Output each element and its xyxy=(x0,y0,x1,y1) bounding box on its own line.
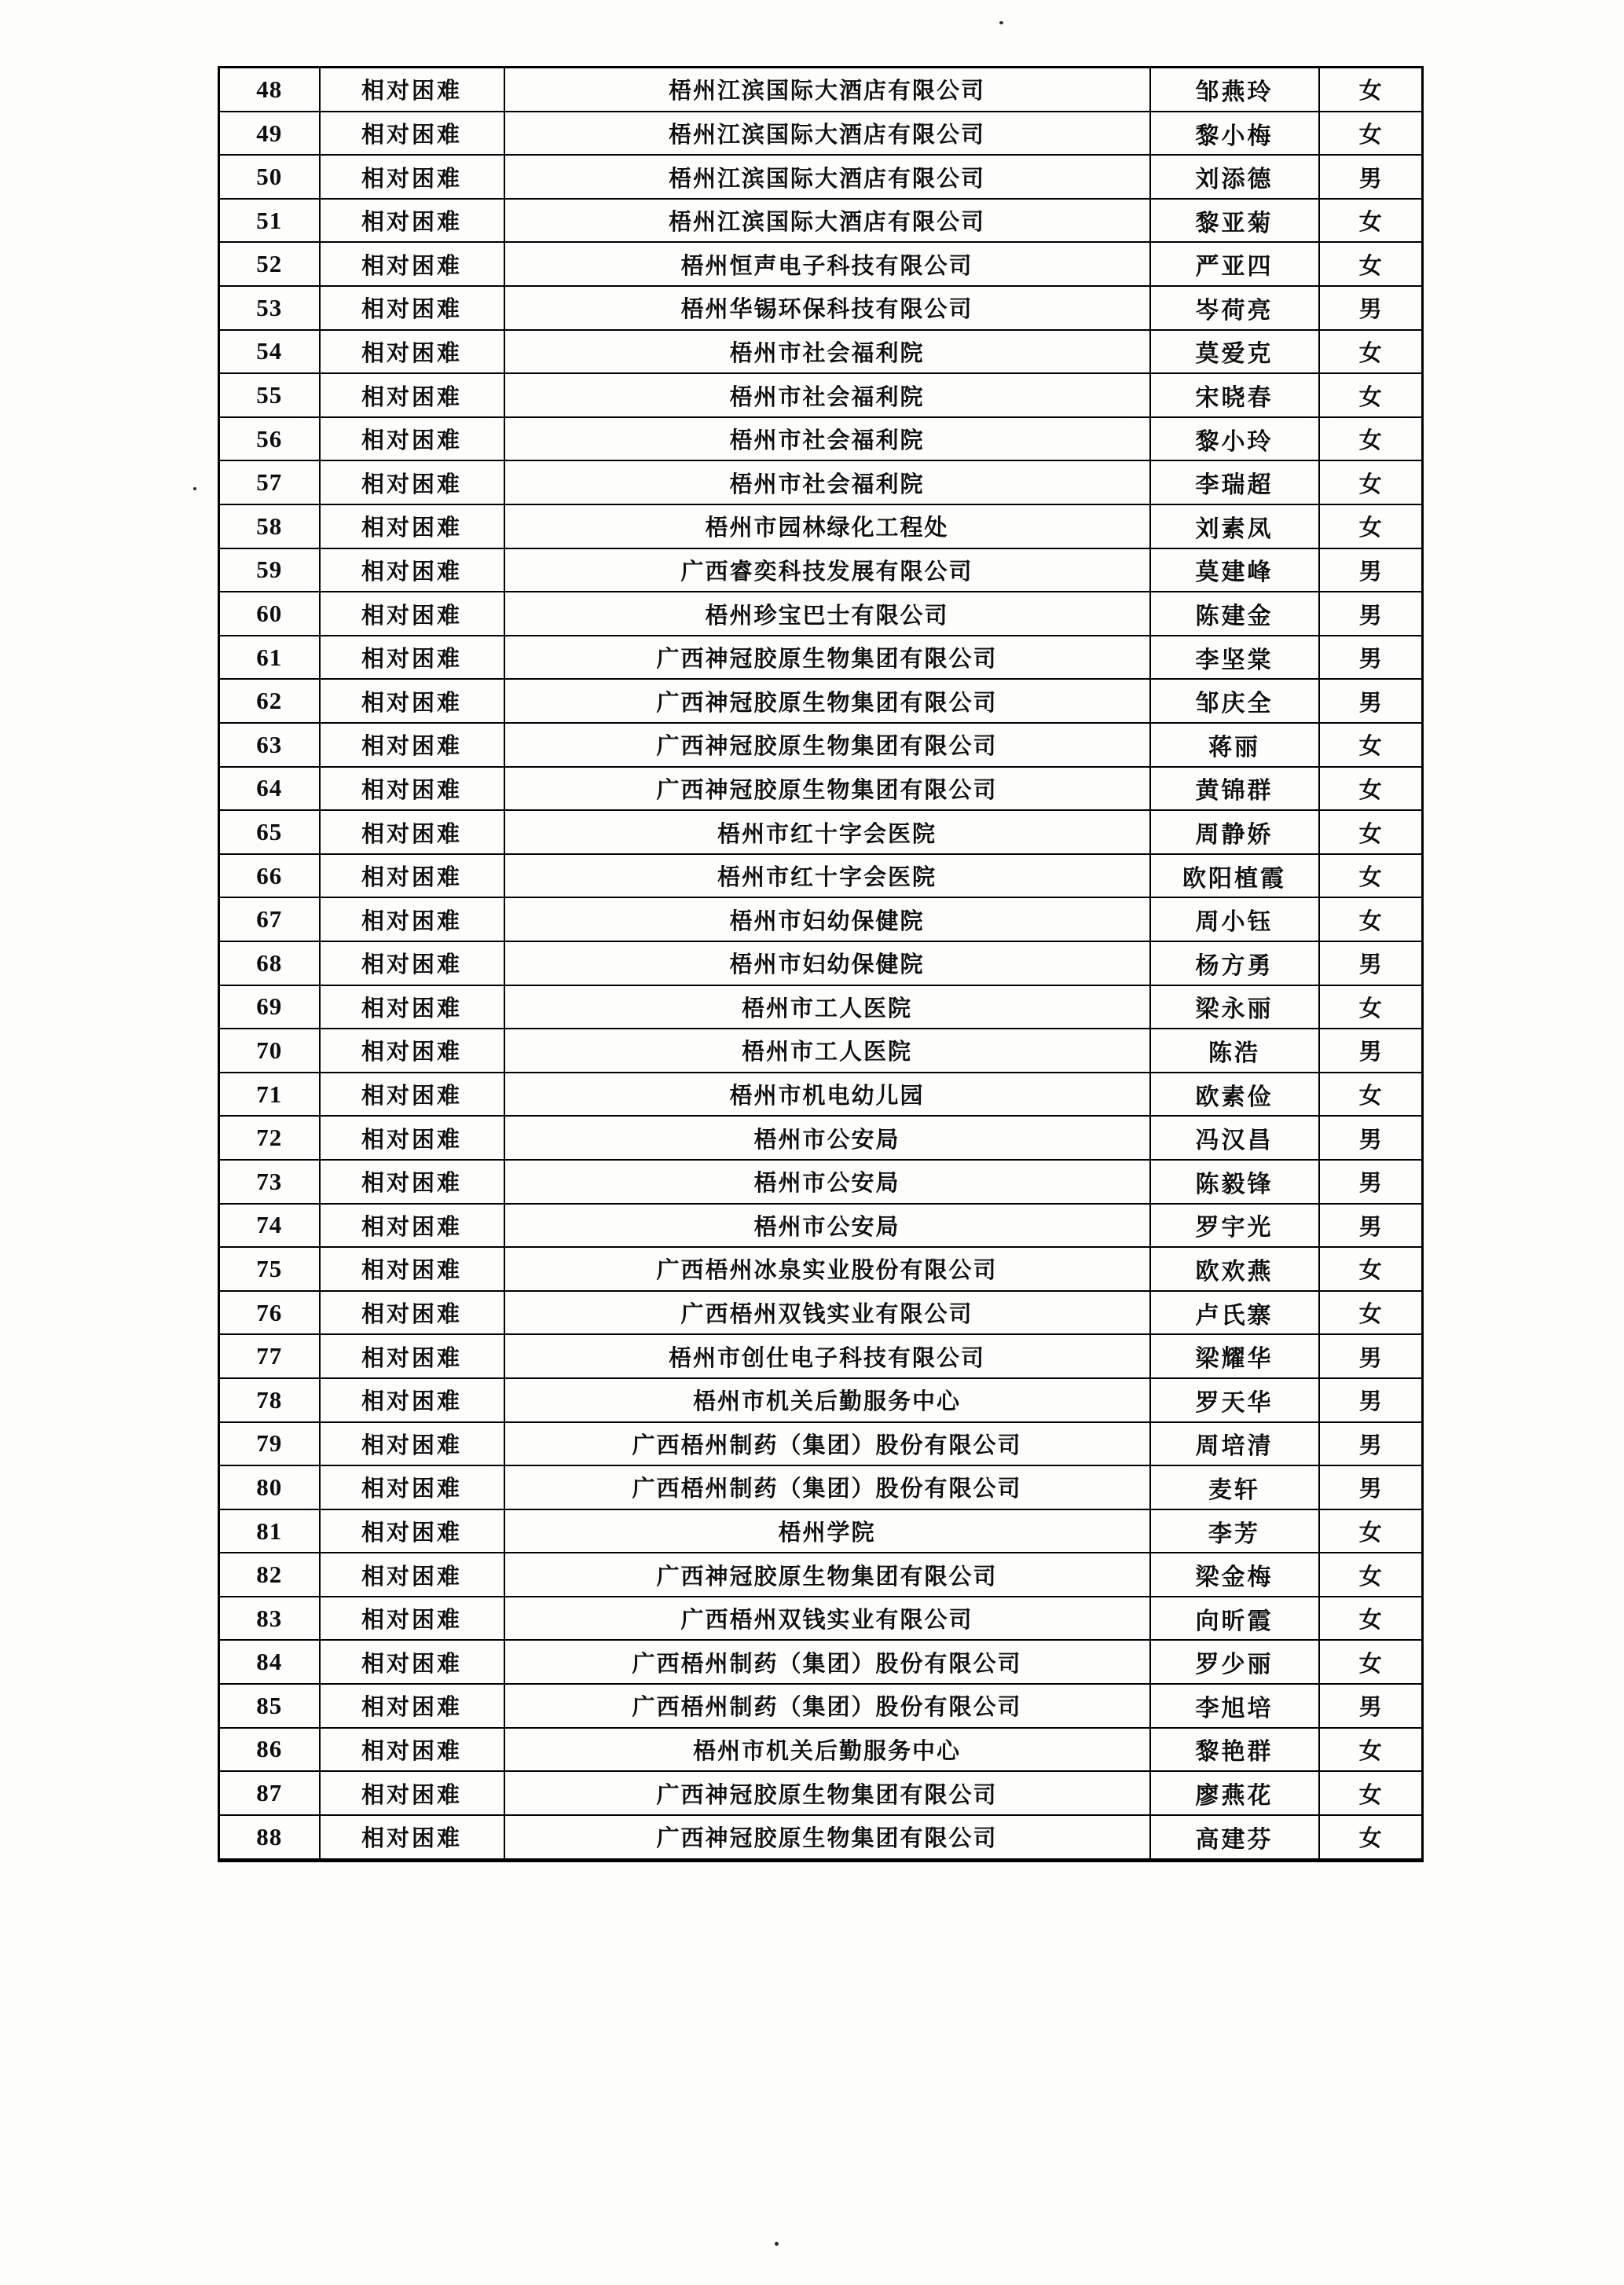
cell-id: 69 xyxy=(219,985,320,1029)
table-body xyxy=(219,68,1423,1861)
cell-status: 相对困难 xyxy=(320,1728,504,1772)
cell-gender: 女 xyxy=(1319,504,1423,548)
cell-company: 梧州市创仕电子科技有限公司 xyxy=(504,1334,1150,1378)
cell-id: 75 xyxy=(219,1247,320,1291)
table-row xyxy=(219,460,1423,504)
cell-company: 梧州市工人医院 xyxy=(504,985,1150,1029)
table-row xyxy=(219,1334,1423,1378)
cell-gender: 女 xyxy=(1319,112,1423,156)
table-row xyxy=(219,679,1423,723)
cell-gender: 女 xyxy=(1319,985,1423,1029)
cell-gender: 男 xyxy=(1319,1465,1423,1509)
table-row xyxy=(219,1728,1423,1772)
cell-gender: 男 xyxy=(1319,286,1423,330)
cell-company: 梧州市妇幼保健院 xyxy=(504,897,1150,941)
cell-status: 相对困难 xyxy=(320,1029,504,1073)
cell-gender: 女 xyxy=(1319,1509,1423,1553)
cell-id: 65 xyxy=(219,810,320,854)
table-row xyxy=(219,1029,1423,1073)
cell-gender: 女 xyxy=(1319,1815,1423,1861)
table-row xyxy=(219,155,1423,199)
cell-gender: 女 xyxy=(1319,1597,1423,1641)
table-row xyxy=(219,985,1423,1029)
cell-status: 相对困难 xyxy=(320,1160,504,1204)
cell-id: 88 xyxy=(219,1815,320,1861)
cell-gender: 男 xyxy=(1319,1378,1423,1422)
cell-gender: 男 xyxy=(1319,1422,1423,1466)
cell-gender: 男 xyxy=(1319,1684,1423,1728)
table-row xyxy=(219,1247,1423,1291)
cell-status: 相对困难 xyxy=(320,1640,504,1684)
cell-name: 李瑞超 xyxy=(1150,460,1319,504)
cell-gender: 女 xyxy=(1319,1771,1423,1815)
cell-id: 74 xyxy=(219,1204,320,1248)
table-row xyxy=(219,1684,1423,1728)
cell-id: 53 xyxy=(219,286,320,330)
cell-id: 58 xyxy=(219,504,320,548)
cell-gender: 女 xyxy=(1319,68,1423,112)
cell-gender: 女 xyxy=(1319,1640,1423,1684)
cell-gender: 男 xyxy=(1319,1116,1423,1160)
cell-id: 87 xyxy=(219,1771,320,1815)
table-row xyxy=(219,810,1423,854)
cell-name: 卢氏寨 xyxy=(1150,1291,1319,1335)
cell-name: 罗宇光 xyxy=(1150,1204,1319,1248)
table-row xyxy=(219,1597,1423,1641)
cell-name: 岑荷亮 xyxy=(1150,286,1319,330)
cell-name: 欧阳植霞 xyxy=(1150,854,1319,898)
cell-status: 相对困难 xyxy=(320,1684,504,1728)
cell-name: 欧素俭 xyxy=(1150,1073,1319,1117)
cell-company: 广西神冠胶原生物集团有限公司 xyxy=(504,679,1150,723)
cell-id: 73 xyxy=(219,1160,320,1204)
cell-name: 宋晓春 xyxy=(1150,373,1319,417)
cell-status: 相对困难 xyxy=(320,897,504,941)
cell-gender: 女 xyxy=(1319,330,1423,374)
cell-id: 50 xyxy=(219,155,320,199)
cell-gender: 女 xyxy=(1319,199,1423,243)
cell-gender: 男 xyxy=(1319,941,1423,985)
cell-id: 62 xyxy=(219,679,320,723)
cell-id: 61 xyxy=(219,636,320,680)
cell-gender: 女 xyxy=(1319,1553,1423,1597)
cell-gender: 女 xyxy=(1319,460,1423,504)
cell-gender: 男 xyxy=(1319,592,1423,636)
cell-gender: 男 xyxy=(1319,1334,1423,1378)
cell-company: 梧州市公安局 xyxy=(504,1204,1150,1248)
table-row xyxy=(219,1291,1423,1335)
cell-company: 梧州市公安局 xyxy=(504,1160,1150,1204)
table-row xyxy=(219,1465,1423,1509)
table-row xyxy=(219,941,1423,985)
cell-status: 相对困难 xyxy=(320,286,504,330)
cell-name: 梁耀华 xyxy=(1150,1334,1319,1378)
table-row xyxy=(219,1116,1423,1160)
cell-company: 梧州市园林绿化工程处 xyxy=(504,504,1150,548)
cell-id: 82 xyxy=(219,1553,320,1597)
cell-id: 57 xyxy=(219,460,320,504)
table-row xyxy=(219,723,1423,767)
cell-gender: 男 xyxy=(1319,548,1423,592)
cell-company: 梧州市红十字会医院 xyxy=(504,810,1150,854)
cell-id: 81 xyxy=(219,1509,320,1553)
cell-gender: 女 xyxy=(1319,723,1423,767)
cell-gender: 女 xyxy=(1319,810,1423,854)
cell-name: 刘素凤 xyxy=(1150,504,1319,548)
cell-company: 梧州市社会福利院 xyxy=(504,417,1150,461)
cell-status: 相对困难 xyxy=(320,1597,504,1641)
cell-id: 67 xyxy=(219,897,320,941)
cell-status: 相对困难 xyxy=(320,1553,504,1597)
cell-name: 莫爱克 xyxy=(1150,330,1319,374)
cell-company: 梧州江滨国际大酒店有限公司 xyxy=(504,68,1150,112)
table-row xyxy=(219,636,1423,680)
cell-name: 邹庆全 xyxy=(1150,679,1319,723)
table-row xyxy=(219,767,1423,811)
cell-company: 广西神冠胶原生物集团有限公司 xyxy=(504,1815,1150,1861)
cell-id: 71 xyxy=(219,1073,320,1117)
cell-name: 李坚棠 xyxy=(1150,636,1319,680)
table-row xyxy=(219,1771,1423,1815)
cell-company: 广西梧州制药（集团）股份有限公司 xyxy=(504,1422,1150,1466)
cell-gender: 女 xyxy=(1319,417,1423,461)
cell-id: 72 xyxy=(219,1116,320,1160)
cell-company: 广西梧州制药（集团）股份有限公司 xyxy=(504,1465,1150,1509)
cell-name: 莫建峰 xyxy=(1150,548,1319,592)
cell-status: 相对困难 xyxy=(320,1334,504,1378)
cell-id: 54 xyxy=(219,330,320,374)
cell-company: 广西神冠胶原生物集团有限公司 xyxy=(504,767,1150,811)
table-row xyxy=(219,1160,1423,1204)
cell-gender: 女 xyxy=(1319,1728,1423,1772)
cell-name: 黄锦群 xyxy=(1150,767,1319,811)
cell-name: 李旭培 xyxy=(1150,1684,1319,1728)
cell-company: 梧州市社会福利院 xyxy=(504,330,1150,374)
cell-gender: 男 xyxy=(1319,155,1423,199)
cell-id: 85 xyxy=(219,1684,320,1728)
cell-status: 相对困难 xyxy=(320,330,504,374)
cell-company: 梧州市机电幼儿园 xyxy=(504,1073,1150,1117)
cell-gender: 男 xyxy=(1319,1029,1423,1073)
cell-gender: 女 xyxy=(1319,854,1423,898)
cell-company: 广西梧州双钱实业有限公司 xyxy=(504,1597,1150,1641)
table-row xyxy=(219,112,1423,156)
cell-status: 相对困难 xyxy=(320,1465,504,1509)
cell-company: 广西梧州双钱实业有限公司 xyxy=(504,1291,1150,1335)
cell-company: 广西梧州制药（集团）股份有限公司 xyxy=(504,1640,1150,1684)
cell-company: 梧州市工人医院 xyxy=(504,1029,1150,1073)
cell-gender: 男 xyxy=(1319,679,1423,723)
cell-gender: 男 xyxy=(1319,636,1423,680)
cell-name: 邹燕玲 xyxy=(1150,68,1319,112)
table-row xyxy=(219,548,1423,592)
cell-name: 周小钰 xyxy=(1150,897,1319,941)
table-row xyxy=(219,1378,1423,1422)
cell-id: 80 xyxy=(219,1465,320,1509)
cell-status: 相对困难 xyxy=(320,636,504,680)
cell-status: 相对困难 xyxy=(320,548,504,592)
cell-status: 相对困难 xyxy=(320,1073,504,1117)
table-row xyxy=(219,286,1423,330)
cell-name: 黎小梅 xyxy=(1150,112,1319,156)
cell-company: 广西神冠胶原生物集团有限公司 xyxy=(504,1553,1150,1597)
cell-gender: 女 xyxy=(1319,767,1423,811)
cell-status: 相对困难 xyxy=(320,1378,504,1422)
cell-company: 广西神冠胶原生物集团有限公司 xyxy=(504,1771,1150,1815)
cell-id: 83 xyxy=(219,1597,320,1641)
cell-name: 黎小玲 xyxy=(1150,417,1319,461)
cell-id: 66 xyxy=(219,854,320,898)
cell-id: 77 xyxy=(219,1334,320,1378)
cell-status: 相对困难 xyxy=(320,679,504,723)
cell-id: 60 xyxy=(219,592,320,636)
cell-status: 相对困难 xyxy=(320,1815,504,1861)
table-row xyxy=(219,854,1423,898)
cell-gender: 女 xyxy=(1319,1247,1423,1291)
cell-company: 梧州恒声电子科技有限公司 xyxy=(504,242,1150,286)
cell-name: 冯汉昌 xyxy=(1150,1116,1319,1160)
cell-id: 56 xyxy=(219,417,320,461)
cell-id: 48 xyxy=(219,68,320,112)
cell-status: 相对困难 xyxy=(320,1116,504,1160)
cell-status: 相对困难 xyxy=(320,810,504,854)
cell-company: 梧州江滨国际大酒店有限公司 xyxy=(504,199,1150,243)
cell-status: 相对困难 xyxy=(320,155,504,199)
cell-status: 相对困难 xyxy=(320,1204,504,1248)
cell-company: 梧州市机关后勤服务中心 xyxy=(504,1378,1150,1422)
cell-name: 刘添德 xyxy=(1150,155,1319,199)
cell-status: 相对困难 xyxy=(320,854,504,898)
cell-id: 84 xyxy=(219,1640,320,1684)
table-row xyxy=(219,68,1423,112)
cell-status: 相对困难 xyxy=(320,460,504,504)
cell-name: 罗天华 xyxy=(1150,1378,1319,1422)
table-row xyxy=(219,1509,1423,1553)
cell-name: 梁金梅 xyxy=(1150,1553,1319,1597)
table-row xyxy=(219,199,1423,243)
table-row xyxy=(219,1073,1423,1117)
cell-gender: 女 xyxy=(1319,897,1423,941)
cell-id: 51 xyxy=(219,199,320,243)
cell-company: 梧州学院 xyxy=(504,1509,1150,1553)
cell-company: 梧州珍宝巴士有限公司 xyxy=(504,592,1150,636)
cell-company: 梧州市公安局 xyxy=(504,1116,1150,1160)
cell-id: 79 xyxy=(219,1422,320,1466)
cell-name: 欧欢燕 xyxy=(1150,1247,1319,1291)
table-row xyxy=(219,592,1423,636)
cell-name: 蒋丽 xyxy=(1150,723,1319,767)
cell-name: 罗少丽 xyxy=(1150,1640,1319,1684)
cell-status: 相对困难 xyxy=(320,242,504,286)
scan-speck xyxy=(193,487,196,490)
cell-name: 陈建金 xyxy=(1150,592,1319,636)
cell-name: 李芳 xyxy=(1150,1509,1319,1553)
cell-status: 相对困难 xyxy=(320,1509,504,1553)
cell-status: 相对困难 xyxy=(320,1247,504,1291)
cell-company: 梧州市妇幼保健院 xyxy=(504,941,1150,985)
table-row xyxy=(219,373,1423,417)
cell-company: 广西睿奕科技发展有限公司 xyxy=(504,548,1150,592)
cell-gender: 女 xyxy=(1319,1073,1423,1117)
cell-status: 相对困难 xyxy=(320,941,504,985)
cell-name: 黎艳群 xyxy=(1150,1728,1319,1772)
cell-gender: 女 xyxy=(1319,1291,1423,1335)
cell-id: 55 xyxy=(219,373,320,417)
cell-company: 广西梧州冰泉实业股份有限公司 xyxy=(504,1247,1150,1291)
cell-id: 59 xyxy=(219,548,320,592)
cell-company: 梧州市社会福利院 xyxy=(504,373,1150,417)
cell-name: 杨方勇 xyxy=(1150,941,1319,985)
cell-id: 68 xyxy=(219,941,320,985)
cell-id: 52 xyxy=(219,242,320,286)
cell-status: 相对困难 xyxy=(320,504,504,548)
cell-name: 麦轩 xyxy=(1150,1465,1319,1509)
cell-company: 梧州市红十字会医院 xyxy=(504,854,1150,898)
cell-company: 广西神冠胶原生物集团有限公司 xyxy=(504,636,1150,680)
table-row xyxy=(219,242,1423,286)
cell-company: 梧州江滨国际大酒店有限公司 xyxy=(504,155,1150,199)
cell-company: 梧州市机关后勤服务中心 xyxy=(504,1728,1150,1772)
cell-name: 周培清 xyxy=(1150,1422,1319,1466)
scan-speck xyxy=(775,2242,779,2246)
cell-company: 梧州市社会福利院 xyxy=(504,460,1150,504)
cell-company: 梧州江滨国际大酒店有限公司 xyxy=(504,112,1150,156)
cell-gender: 男 xyxy=(1319,1204,1423,1248)
scan-speck xyxy=(999,21,1003,24)
cell-name: 高建芬 xyxy=(1150,1815,1319,1861)
cell-name: 严亚四 xyxy=(1150,242,1319,286)
cell-id: 63 xyxy=(219,723,320,767)
table-row xyxy=(219,1553,1423,1597)
cell-name: 黎亚菊 xyxy=(1150,199,1319,243)
table-row xyxy=(219,417,1423,461)
table-row xyxy=(219,897,1423,941)
table-row xyxy=(219,504,1423,548)
cell-status: 相对困难 xyxy=(320,199,504,243)
cell-gender: 女 xyxy=(1319,373,1423,417)
cell-id: 86 xyxy=(219,1728,320,1772)
cell-status: 相对困难 xyxy=(320,767,504,811)
cell-status: 相对困难 xyxy=(320,417,504,461)
cell-company: 广西梧州制药（集团）股份有限公司 xyxy=(504,1684,1150,1728)
cell-name: 向昕霞 xyxy=(1150,1597,1319,1641)
cell-status: 相对困难 xyxy=(320,985,504,1029)
table-row xyxy=(219,1640,1423,1684)
cell-status: 相对困难 xyxy=(320,592,504,636)
cell-id: 76 xyxy=(219,1291,320,1335)
cell-name: 陈浩 xyxy=(1150,1029,1319,1073)
cell-company: 广西神冠胶原生物集团有限公司 xyxy=(504,723,1150,767)
cell-id: 49 xyxy=(219,112,320,156)
cell-status: 相对困难 xyxy=(320,1422,504,1466)
table-row xyxy=(219,330,1423,374)
cell-status: 相对困难 xyxy=(320,1771,504,1815)
table-row xyxy=(219,1204,1423,1248)
cell-id: 64 xyxy=(219,767,320,811)
cell-gender: 女 xyxy=(1319,242,1423,286)
cell-gender: 男 xyxy=(1319,1160,1423,1204)
beneficiary-table xyxy=(218,66,1424,1862)
table-row xyxy=(219,1815,1423,1861)
cell-id: 70 xyxy=(219,1029,320,1073)
cell-status: 相对困难 xyxy=(320,723,504,767)
table-row xyxy=(219,1422,1423,1466)
cell-status: 相对困难 xyxy=(320,373,504,417)
cell-name: 陈毅锋 xyxy=(1150,1160,1319,1204)
cell-status: 相对困难 xyxy=(320,1291,504,1335)
cell-status: 相对困难 xyxy=(320,112,504,156)
cell-name: 梁永丽 xyxy=(1150,985,1319,1029)
cell-status: 相对困难 xyxy=(320,68,504,112)
cell-name: 周静娇 xyxy=(1150,810,1319,854)
cell-name: 廖燕花 xyxy=(1150,1771,1319,1815)
cell-company: 梧州华锡环保科技有限公司 xyxy=(504,286,1150,330)
cell-id: 78 xyxy=(219,1378,320,1422)
